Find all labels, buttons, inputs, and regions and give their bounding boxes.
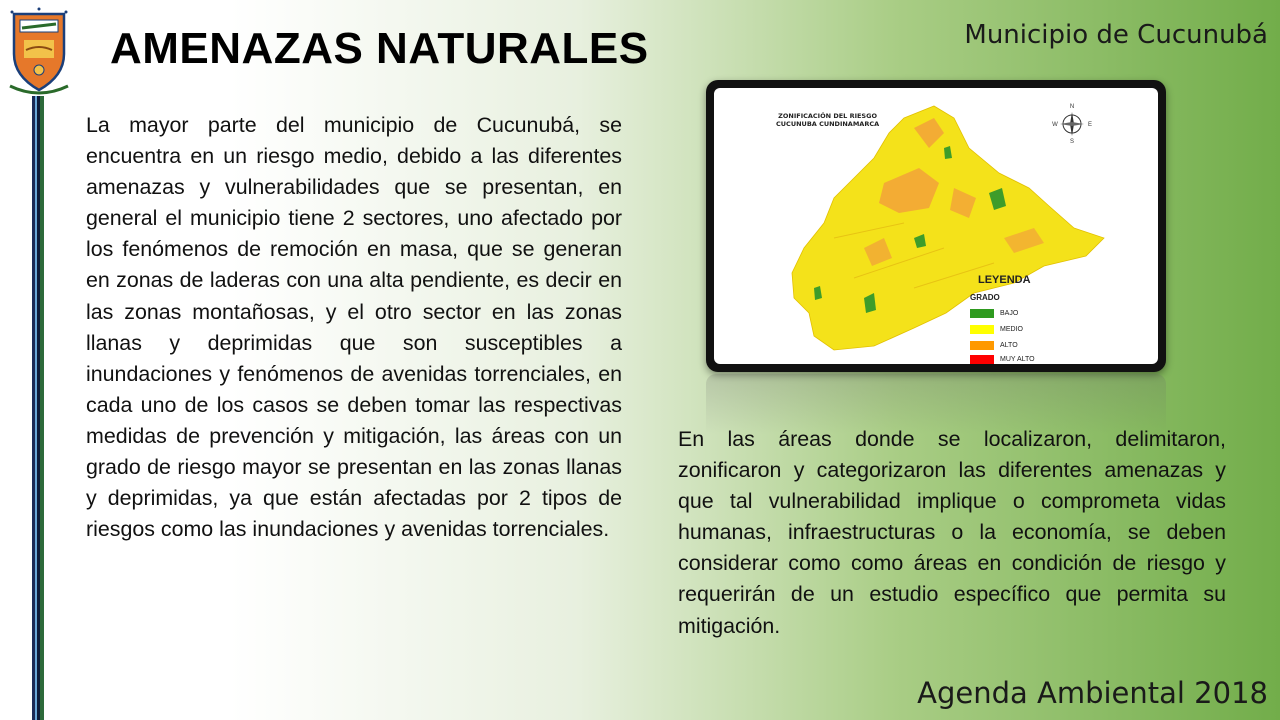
compass-n-label: N (1069, 104, 1075, 110)
legend-label: MEDIO (1000, 325, 1023, 333)
legend-label: MUY ALTO (1000, 355, 1035, 363)
legend-item-medio (970, 324, 1023, 334)
legend-item-bajo (970, 308, 1018, 318)
vertical-accent-bar (32, 96, 44, 720)
map-title-line1: ZONIFICACIÓN DEL RIESGO (778, 112, 877, 120)
legend-label: BAJO (1000, 309, 1019, 317)
page-title: AMENAZAS NATURALES (110, 24, 649, 73)
legend-swatch (970, 325, 994, 334)
footer-agenda: Agenda Ambiental 2018 (917, 676, 1268, 710)
legend-item-alto (970, 340, 1018, 350)
compass-e-label: E (1087, 122, 1093, 128)
left-paragraph: La mayor parte del municipio de Cucunubá, se encuentra en un riesgo medio, debido a las diferentes amenazas y vulnerabilidades que se presentan, en general el municipio tiene 2 sectores, uno afectado por los fenómenos de remoción en masa, que se generan en zonas de laderas con una alta pendiente, es decir en las zonas montañosas, y el otro sector en las zonas llanas y deprimidas que son susceptibles a inundaciones y fenómenos de avenidas torrenciales, en cada uno de los casos se deben tomar las respectivas medidas de prevención y mitigación, las áreas con un grado de riesgo mayor se presentan en las zonas llanas y deprimidas, ya que están afectadas por 2 tipos de riesgos como las inundaciones y avenidas torrenciales. (86, 113, 622, 542)
legend-swatch (970, 355, 994, 364)
municipality-name: Municipio de Cucunubá (964, 20, 1268, 50)
legend-label: ALTO (1000, 341, 1018, 349)
risk-map-image (714, 88, 1158, 364)
map-title-line2: CUCUNUBA CUNDINAMARCA (776, 120, 880, 128)
risk-zoning-map (714, 88, 1158, 364)
legend-swatch (970, 309, 994, 318)
right-paragraph: En las áreas donde se localizaron, delimitaron, zonificaron y categorizaron las diferentes amenazas y que tal vulnerabilidad implique o comprometa vidas humanas, infraestructuras o la economía, se deben considerar como como áreas en condición de riesgo y requerirán de un estudio específico que permita su mitigación. (678, 427, 1226, 638)
compass-w-label: W (1052, 122, 1058, 128)
legend-subtitle: GRADO (970, 293, 1000, 302)
risk-map-frame (706, 80, 1166, 372)
legend-item-muy-alto (970, 354, 1035, 364)
municipal-shield-logo (8, 6, 70, 98)
compass-s-label: S (1069, 139, 1075, 144)
legend-swatch (970, 341, 994, 350)
legend-title: LEYENDA (978, 274, 1031, 286)
